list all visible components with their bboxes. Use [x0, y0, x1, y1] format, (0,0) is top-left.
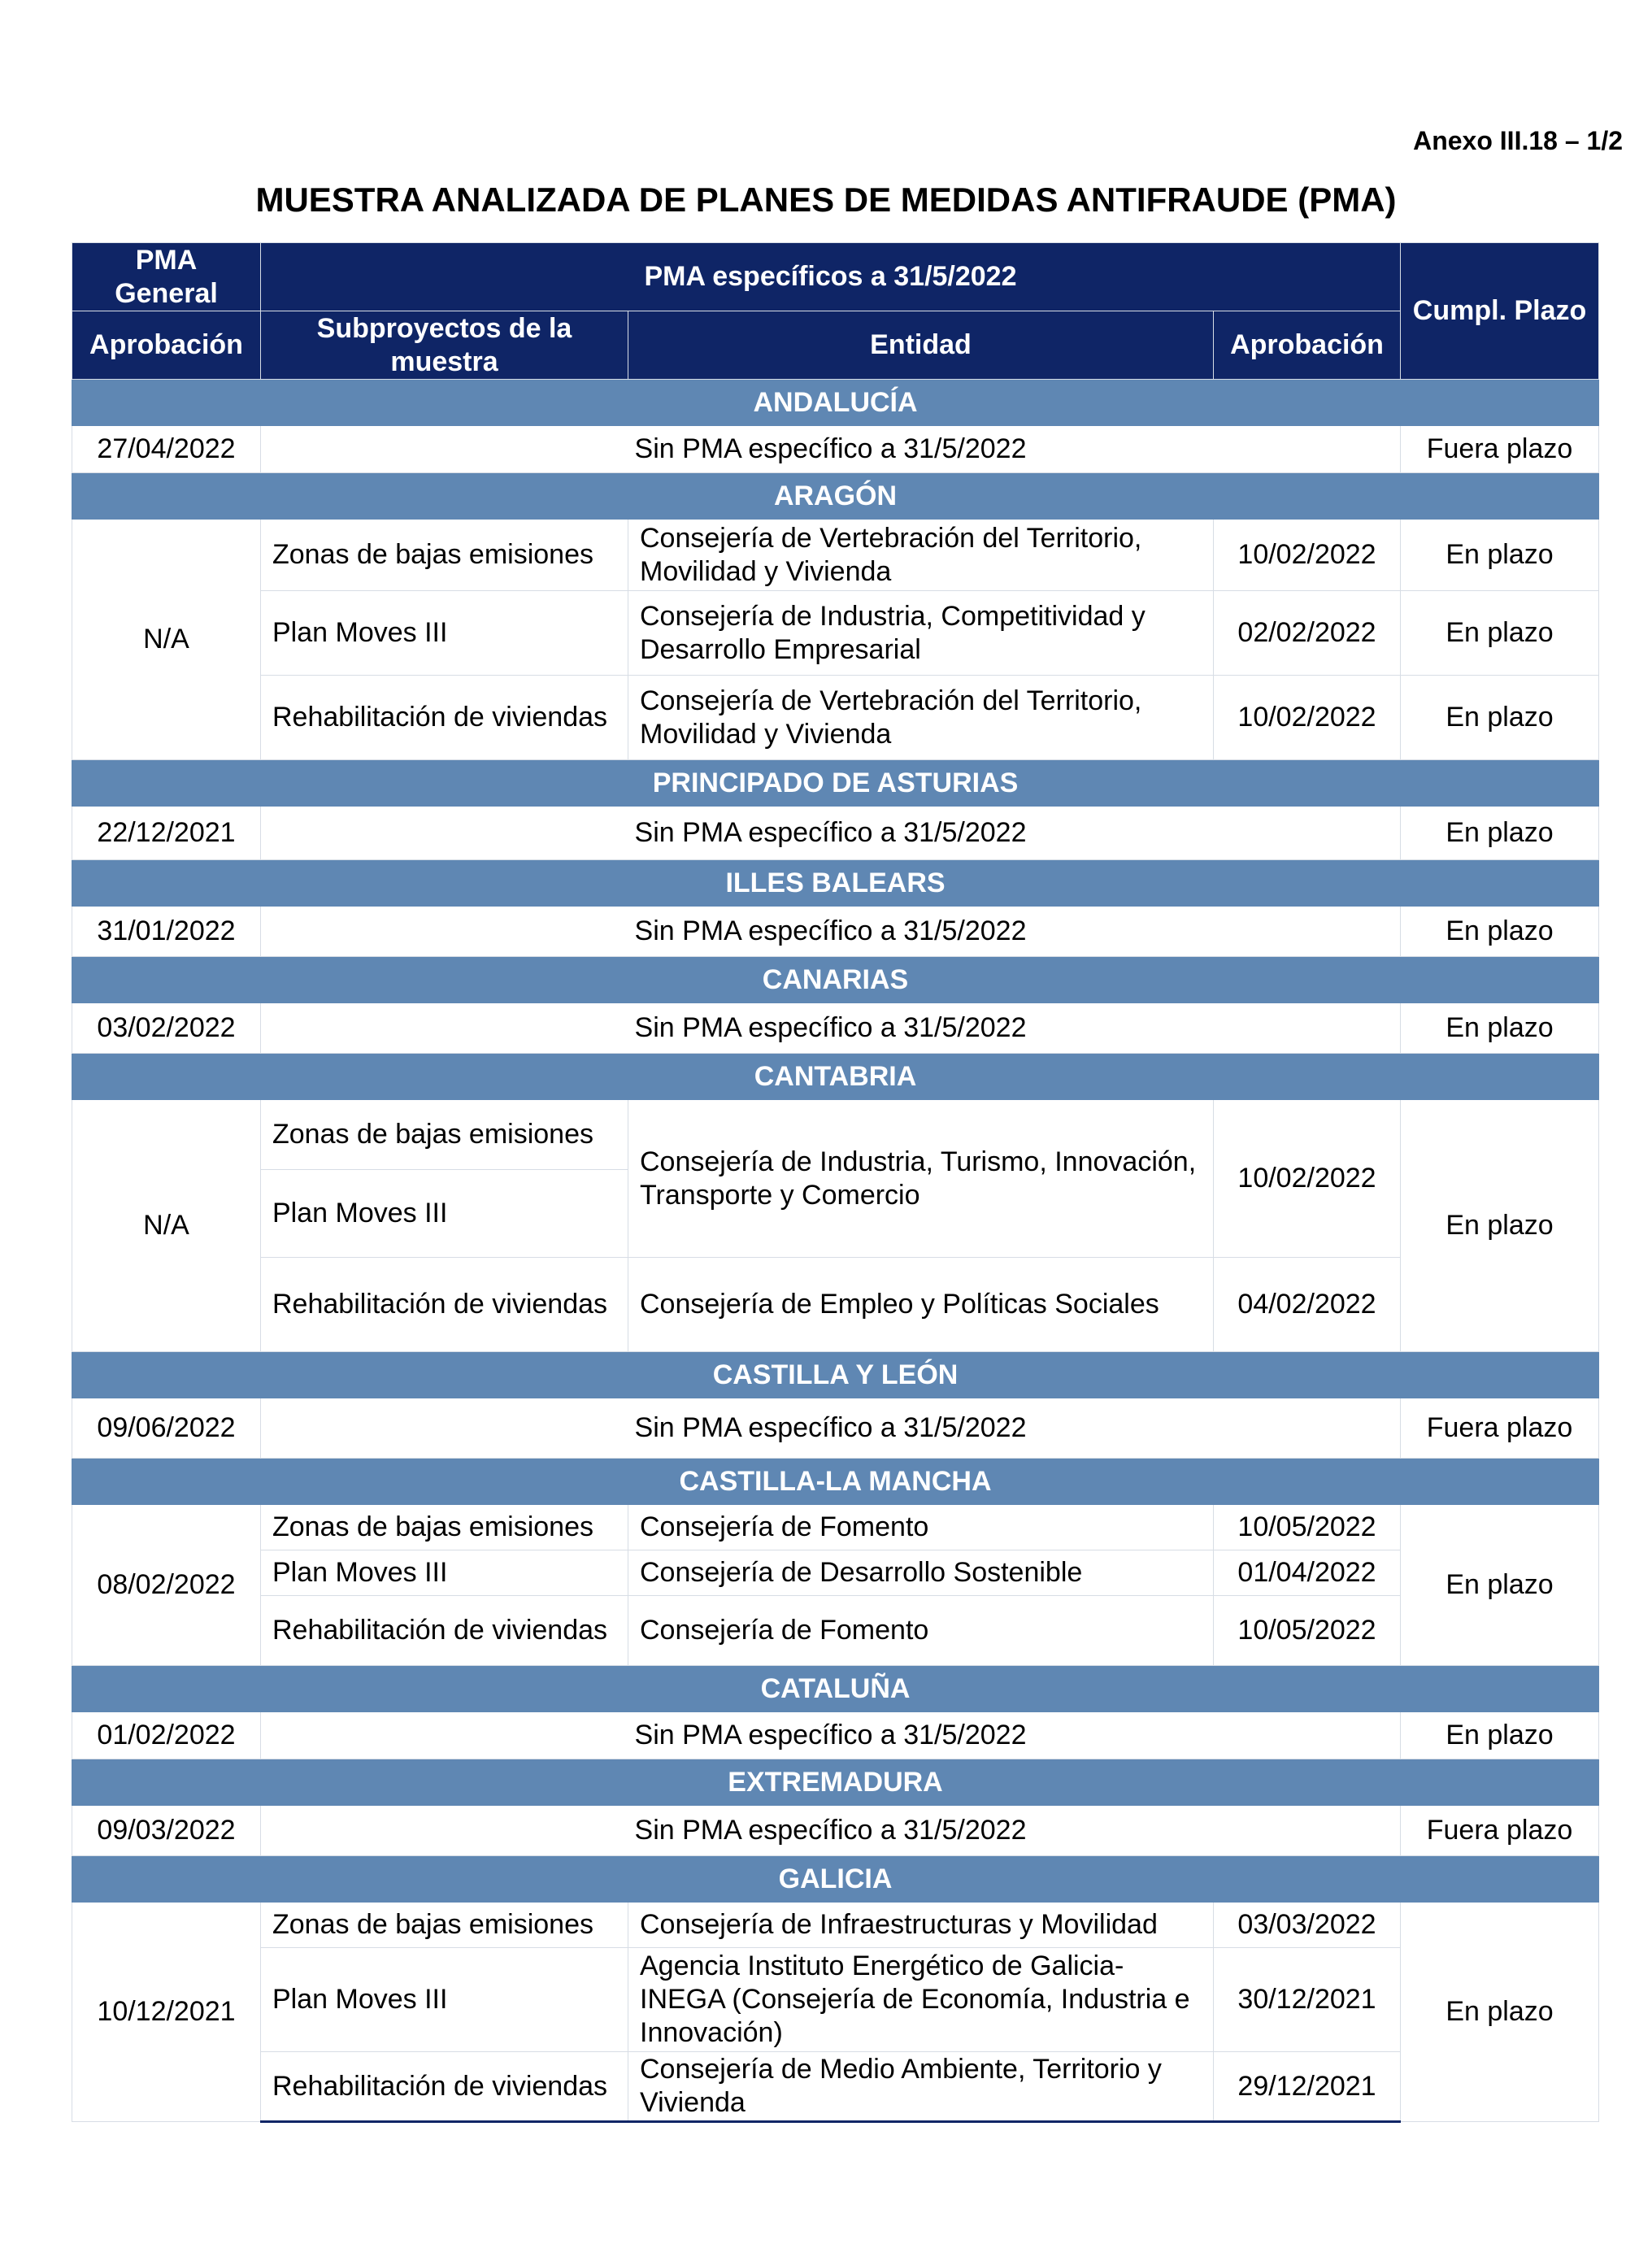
no-specific-note: Sin PMA específico a 31/5/2022: [261, 1003, 1401, 1054]
subproject-name: Zonas de bajas emisiones: [261, 1100, 628, 1170]
entity-name: Consejería de Infraestructuras y Movilidad: [628, 1903, 1214, 1948]
region-header-canarias: CANARIAS: [72, 957, 1599, 1003]
header-cumpl-plazo: Cumpl. Plazo: [1401, 243, 1599, 380]
approval-date: 30/12/2021: [1214, 1948, 1401, 2052]
plazo-status: En plazo: [1401, 1505, 1599, 1666]
header-entidad: Entidad: [628, 311, 1214, 380]
subproject-name: Zonas de bajas emisiones: [261, 520, 628, 591]
general-date: 03/02/2022: [72, 1003, 261, 1054]
subproject-name: Plan Moves III: [261, 1948, 628, 2052]
plazo-status: En plazo: [1401, 676, 1599, 760]
region-header-asturias: PRINCIPADO DE ASTURIAS: [72, 760, 1599, 807]
region-header-extremadura: EXTREMADURA: [72, 1759, 1599, 1806]
header-subproyectos: Subproyectos de la muestra: [261, 311, 628, 380]
general-date: 31/01/2022: [72, 907, 261, 957]
subproject-name: Rehabilitación de viviendas: [261, 676, 628, 760]
entity-name: Consejería de Empleo y Políticas Sociales: [628, 1258, 1214, 1352]
approval-date: 01/04/2022: [1214, 1550, 1401, 1596]
header-aprobacion: Aprobación: [72, 311, 261, 380]
region-header-cantabria: CANTABRIA: [72, 1054, 1599, 1100]
general-date: N/A: [72, 1100, 261, 1352]
no-specific-note: Sin PMA específico a 31/5/2022: [261, 426, 1401, 473]
subproject-name: Rehabilitación de viviendas: [261, 1596, 628, 1666]
plazo-status: En plazo: [1401, 591, 1599, 676]
header-aprobacion-especifico: Aprobación: [1214, 311, 1401, 380]
subproject-name: Zonas de bajas emisiones: [261, 1903, 628, 1948]
region-header-cataluna: CATALUÑA: [72, 1666, 1599, 1712]
approval-date: 10/02/2022: [1214, 520, 1401, 591]
annex-label: Anexo III.18 – 1/2: [1413, 126, 1623, 155]
plazo-status: En plazo: [1401, 907, 1599, 957]
plazo-status: Fuera plazo: [1401, 1398, 1599, 1459]
entity-name: Consejería de Desarrollo Sostenible: [628, 1550, 1214, 1596]
region-header-baleares: ILLES BALEARS: [72, 860, 1599, 907]
general-date: 10/12/2021: [72, 1903, 261, 2122]
header-pma-especificos: PMA específicos a 31/5/2022: [261, 243, 1401, 311]
plazo-status: En plazo: [1401, 1712, 1599, 1759]
no-specific-note: Sin PMA específico a 31/5/2022: [261, 1806, 1401, 1856]
entity-name: Consejería de Vertebración del Territorio, Movilidad y Vivienda: [628, 676, 1214, 760]
approval-date: 29/12/2021: [1214, 2052, 1401, 2122]
general-date: 09/06/2022: [72, 1398, 261, 1459]
approval-date: 03/03/2022: [1214, 1903, 1401, 1948]
plazo-status: Fuera plazo: [1401, 1806, 1599, 1856]
approval-date: 04/02/2022: [1214, 1258, 1401, 1352]
subproject-name: Plan Moves III: [261, 1170, 628, 1258]
entity-name: Agencia Instituto Energético de Galicia-INEGA (Consejería de Economía, Industria e Innovación): [628, 1948, 1214, 2052]
general-date: 08/02/2022: [72, 1505, 261, 1666]
region-header-galicia: GALICIA: [72, 1856, 1599, 1903]
approval-date: 02/02/2022: [1214, 591, 1401, 676]
approval-date: 10/02/2022: [1214, 676, 1401, 760]
region-header-castilla-mancha: CASTILLA-LA MANCHA: [72, 1459, 1599, 1505]
region-header-castilla-leon: CASTILLA Y LEÓN: [72, 1352, 1599, 1398]
entity-name: Consejería de Medio Ambiente, Territorio y Vivienda: [628, 2052, 1214, 2122]
subproject-name: Plan Moves III: [261, 1550, 628, 1596]
region-header-aragon: ARAGÓN: [72, 473, 1599, 520]
header-pma-general: PMA General: [72, 243, 261, 311]
entity-name: Consejería de Industria, Turismo, Innovación, Transporte y Comercio: [628, 1100, 1214, 1258]
no-specific-note: Sin PMA específico a 31/5/2022: [261, 1398, 1401, 1459]
general-date: N/A: [72, 520, 261, 760]
subproject-name: Plan Moves III: [261, 591, 628, 676]
pma-table: [72, 242, 1599, 2123]
region-header-andalucia: ANDALUCÍA: [72, 380, 1599, 426]
general-date: 22/12/2021: [72, 807, 261, 860]
entity-name: Consejería de Industria, Competitividad y Desarrollo Empresarial: [628, 591, 1214, 676]
entity-name: Consejería de Vertebración del Territorio, Movilidad y Vivienda: [628, 520, 1214, 591]
approval-date: 10/05/2022: [1214, 1596, 1401, 1666]
plazo-status: Fuera plazo: [1401, 426, 1599, 473]
plazo-status: En plazo: [1401, 1003, 1599, 1054]
subproject-name: Zonas de bajas emisiones: [261, 1505, 628, 1550]
subproject-name: Rehabilitación de viviendas: [261, 1258, 628, 1352]
general-date: 01/02/2022: [72, 1712, 261, 1759]
entity-name: Consejería de Fomento: [628, 1596, 1214, 1666]
plazo-status: En plazo: [1401, 520, 1599, 591]
no-specific-note: Sin PMA específico a 31/5/2022: [261, 1712, 1401, 1759]
general-date: 09/03/2022: [72, 1806, 261, 1856]
entity-name: Consejería de Fomento: [628, 1505, 1214, 1550]
plazo-status: En plazo: [1401, 1903, 1599, 2122]
no-specific-note: Sin PMA específico a 31/5/2022: [261, 907, 1401, 957]
no-specific-note: Sin PMA específico a 31/5/2022: [261, 807, 1401, 860]
page-title: MUESTRA ANALIZADA DE PLANES DE MEDIDAS ANTIFRAUDE (PMA): [255, 180, 1397, 219]
general-date: 27/04/2022: [72, 426, 261, 473]
plazo-status: En plazo: [1401, 1100, 1599, 1352]
subproject-name: Rehabilitación de viviendas: [261, 2052, 628, 2122]
approval-date: 10/05/2022: [1214, 1505, 1401, 1550]
plazo-status: En plazo: [1401, 807, 1599, 860]
approval-date: 10/02/2022: [1214, 1100, 1401, 1258]
